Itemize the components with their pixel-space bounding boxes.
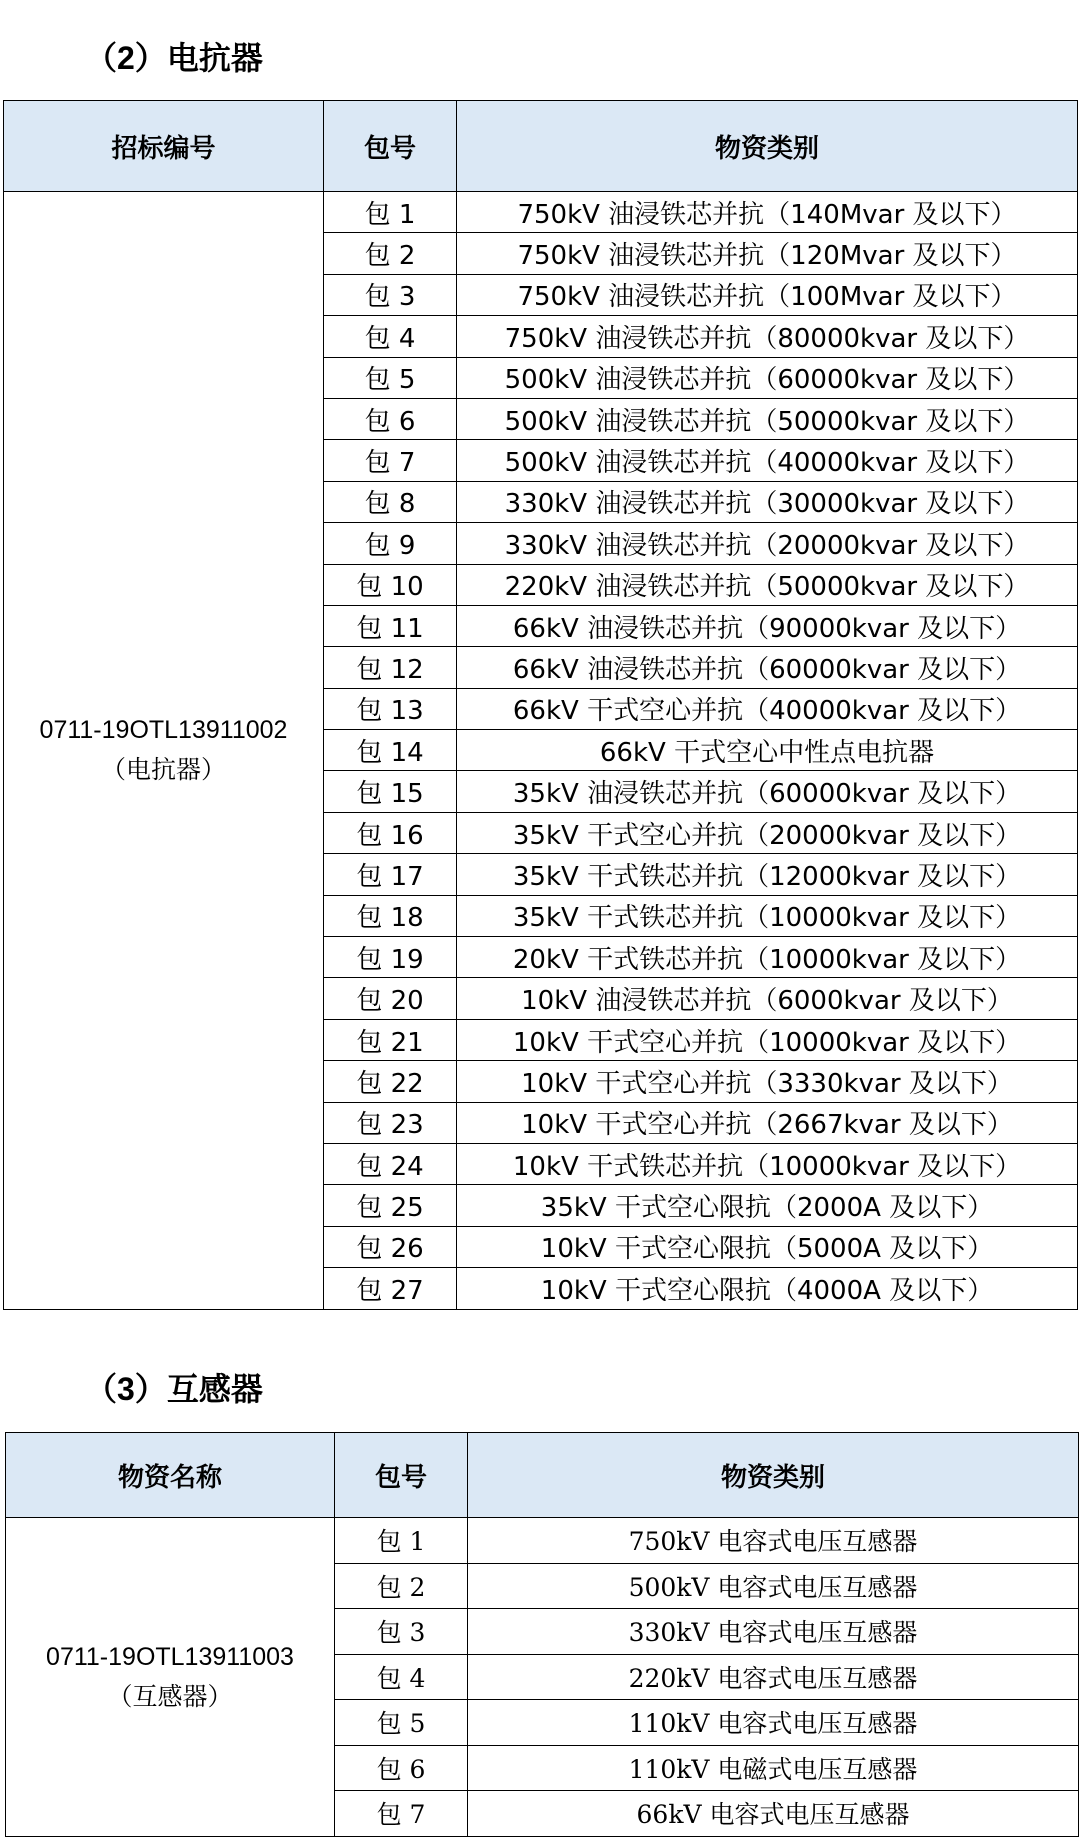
header-material-category: 物资类别 — [457, 101, 1078, 192]
header-material-category: 物资类别 — [468, 1433, 1079, 1518]
package-number-cell: 包 11 — [324, 605, 457, 646]
material-category-cell: 750kV 油浸铁芯并抗（80000kvar 及以下） — [457, 316, 1078, 357]
section-title-transformer — [85, 1369, 263, 1409]
package-number-cell: 包 14 — [324, 730, 457, 771]
header-package-number: 包号 — [324, 101, 457, 192]
section-title-text: 互感器 — [166, 1370, 263, 1408]
material-category-cell: 500kV 油浸铁芯并抗（50000kvar 及以下） — [457, 398, 1078, 439]
material-category-cell: 10kV 干式铁芯并抗（10000kvar 及以下） — [457, 1143, 1078, 1184]
material-category-cell: 66kV 电容式电压互感器 — [468, 1791, 1079, 1837]
material-category-cell: 220kV 油浸铁芯并抗（50000kvar 及以下） — [457, 564, 1078, 605]
package-number-cell: 包 6 — [335, 1745, 468, 1791]
material-category-cell: 10kV 干式空心并抗（2667kvar 及以下） — [457, 1102, 1078, 1143]
tender-code-category: （互感器） — [107, 1681, 233, 1711]
material-category-cell: 10kV 干式空心并抗（3330kvar 及以下） — [457, 1061, 1078, 1102]
material-category-cell: 66kV 油浸铁芯并抗（90000kvar 及以下） — [457, 605, 1078, 646]
table-row — [6, 1518, 1079, 1564]
tender-code-category: （电抗器） — [100, 755, 226, 785]
tender-code: 0711-19OTL13911002 — [39, 716, 288, 745]
package-number-cell: 包 2 — [335, 1563, 468, 1609]
table-header-row — [6, 1433, 1079, 1518]
material-category-cell: 66kV 油浸铁芯并抗（60000kvar 及以下） — [457, 647, 1078, 688]
package-number-cell: 包 27 — [324, 1268, 457, 1309]
material-category-cell: 10kV 干式空心并抗（10000kvar 及以下） — [457, 1019, 1078, 1060]
package-number-cell: 包 2 — [324, 233, 457, 274]
material-category-cell: 66kV 干式空心并抗（40000kvar 及以下） — [457, 688, 1078, 729]
package-number-cell: 包 22 — [324, 1061, 457, 1102]
header-package-number: 包号 — [335, 1433, 468, 1518]
material-category-cell: 35kV 干式空心限抗（2000A 及以下） — [457, 1185, 1078, 1226]
package-number-cell: 包 7 — [335, 1791, 468, 1837]
material-category-cell: 500kV 油浸铁芯并抗（40000kvar 及以下） — [457, 440, 1078, 481]
header-material-name: 物资名称 — [6, 1433, 335, 1518]
material-category-cell: 35kV 油浸铁芯并抗（60000kvar 及以下） — [457, 771, 1078, 812]
package-number-cell: 包 23 — [324, 1102, 457, 1143]
package-number-cell: 包 16 — [324, 812, 457, 853]
package-number-cell: 包 19 — [324, 937, 457, 978]
material-category-cell: 330kV 油浸铁芯并抗（30000kvar 及以下） — [457, 481, 1078, 522]
package-number-cell: 包 21 — [324, 1019, 457, 1060]
package-number-cell: 包 9 — [324, 523, 457, 564]
material-category-cell: 110kV 电磁式电压互感器 — [468, 1745, 1079, 1791]
material-category-cell: 500kV 油浸铁芯并抗（60000kvar 及以下） — [457, 357, 1078, 398]
tender-code-cell — [6, 1518, 335, 1837]
material-category-cell: 20kV 干式铁芯并抗（10000kvar 及以下） — [457, 937, 1078, 978]
material-category-cell: 110kV 电容式电压互感器 — [468, 1700, 1079, 1746]
package-number-cell: 包 4 — [324, 316, 457, 357]
section-title-text: 电抗器 — [166, 39, 263, 77]
package-number-cell: 包 24 — [324, 1143, 457, 1184]
material-category-cell: 750kV 电容式电压互感器 — [468, 1518, 1079, 1564]
header-tender-number: 招标编号 — [4, 101, 324, 192]
package-number-cell: 包 20 — [324, 978, 457, 1019]
material-category-cell: 220kV 电容式电压互感器 — [468, 1654, 1079, 1700]
package-number-cell: 包 1 — [324, 192, 457, 233]
material-category-cell: 10kV 干式空心限抗（5000A 及以下） — [457, 1226, 1078, 1267]
material-category-cell: 35kV 干式铁芯并抗（12000kvar 及以下） — [457, 854, 1078, 895]
material-category-cell: 66kV 干式空心中性点电抗器 — [457, 730, 1078, 771]
reactor-table — [3, 100, 1078, 1310]
material-category-cell: 750kV 油浸铁芯并抗（100Mvar 及以下） — [457, 274, 1078, 315]
material-category-cell: 10kV 油浸铁芯并抗（6000kvar 及以下） — [457, 978, 1078, 1019]
section-number: （3） — [85, 1371, 167, 1407]
section-title-reactor — [85, 38, 263, 78]
package-number-cell: 包 26 — [324, 1226, 457, 1267]
package-number-cell: 包 15 — [324, 771, 457, 812]
package-number-cell: 包 10 — [324, 564, 457, 605]
material-category-cell: 10kV 干式空心限抗（4000A 及以下） — [457, 1268, 1078, 1309]
package-number-cell: 包 12 — [324, 647, 457, 688]
package-number-cell: 包 18 — [324, 895, 457, 936]
table-row — [4, 192, 1078, 233]
package-number-cell: 包 17 — [324, 854, 457, 895]
package-number-cell: 包 25 — [324, 1185, 457, 1226]
package-number-cell: 包 1 — [335, 1518, 468, 1564]
material-category-cell: 750kV 油浸铁芯并抗（140Mvar 及以下） — [457, 192, 1078, 233]
package-number-cell: 包 4 — [335, 1654, 468, 1700]
tender-code: 0711-19OTL13911003 — [46, 1642, 294, 1671]
tender-code-cell — [4, 192, 324, 1310]
section-number: （2） — [85, 40, 167, 76]
package-number-cell: 包 3 — [335, 1609, 468, 1655]
package-number-cell: 包 7 — [324, 440, 457, 481]
material-category-cell: 750kV 油浸铁芯并抗（120Mvar 及以下） — [457, 233, 1078, 274]
material-category-cell: 35kV 干式铁芯并抗（10000kvar 及以下） — [457, 895, 1078, 936]
material-category-cell: 35kV 干式空心并抗（20000kvar 及以下） — [457, 812, 1078, 853]
package-number-cell: 包 6 — [324, 398, 457, 439]
package-number-cell: 包 5 — [335, 1700, 468, 1746]
transformer-table — [5, 1432, 1079, 1837]
package-number-cell: 包 8 — [324, 481, 457, 522]
material-category-cell: 330kV 电容式电压互感器 — [468, 1609, 1079, 1655]
package-number-cell: 包 13 — [324, 688, 457, 729]
package-number-cell: 包 5 — [324, 357, 457, 398]
package-number-cell: 包 3 — [324, 274, 457, 315]
material-category-cell: 500kV 电容式电压互感器 — [468, 1563, 1079, 1609]
table-header-row — [4, 101, 1078, 192]
material-category-cell: 330kV 油浸铁芯并抗（20000kvar 及以下） — [457, 523, 1078, 564]
